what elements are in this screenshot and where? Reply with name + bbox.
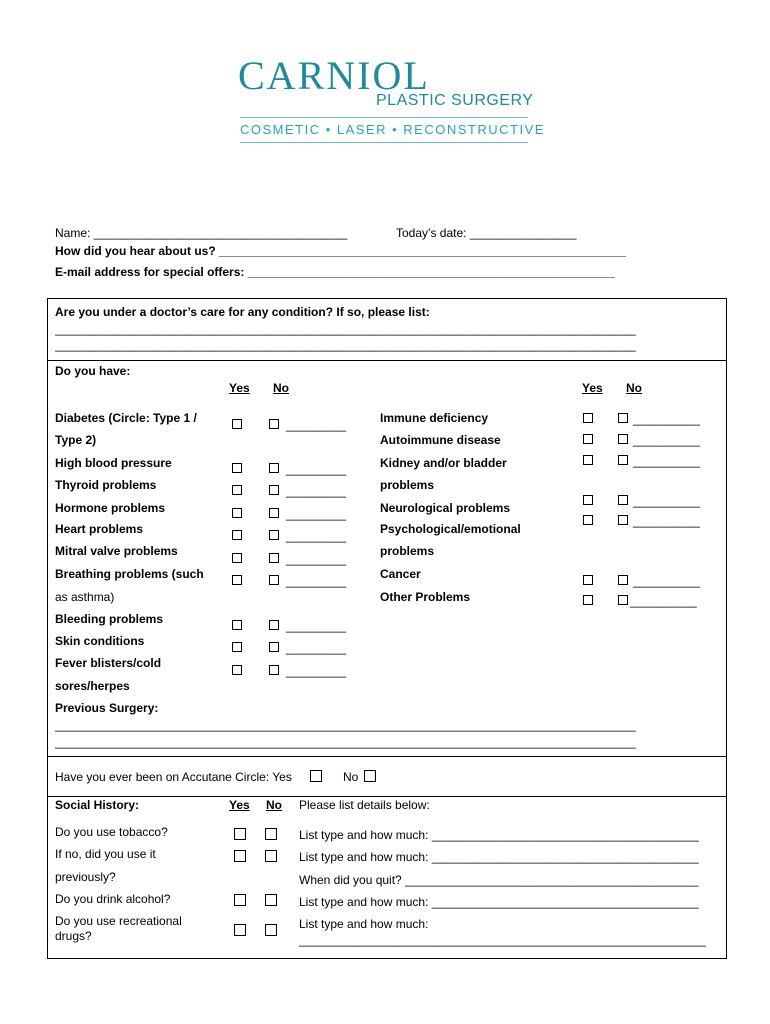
condition-label: Psychological/emotional (380, 522, 521, 536)
high-blood-pressure-no-checkbox[interactable] (269, 463, 279, 473)
condition-label: Thyroid problems (55, 478, 157, 492)
diabetes-details[interactable]: _________ (286, 418, 347, 432)
neurological-no-checkbox[interactable] (618, 495, 628, 505)
cancer-yes-checkbox[interactable] (583, 575, 593, 585)
tobacco-previous-details[interactable]: List type and how much: ________________________________________ (299, 850, 699, 864)
tobacco-previous-question: previously? (55, 870, 116, 884)
social-details-label: Please list details below: (299, 798, 430, 812)
neurological-yes-checkbox[interactable] (583, 495, 593, 505)
neurological-details[interactable]: __________ (633, 494, 700, 508)
condition-label: Mitral valve problems (55, 544, 178, 558)
condition-label: Autoimmune disease (380, 433, 501, 447)
thyroid-details[interactable]: _________ (286, 484, 347, 498)
tobacco-question: Do you use tobacco? (55, 825, 168, 839)
condition-label: Cancer (380, 567, 421, 581)
hormone-yes-checkbox[interactable] (232, 508, 242, 518)
other-problems-details[interactable]: __________ (630, 594, 697, 608)
drugs-details[interactable]: _____________________________________________________________ (299, 933, 707, 947)
heart-no-checkbox[interactable] (269, 530, 279, 540)
fever-blisters-no-checkbox[interactable] (269, 665, 279, 675)
mitral-valve-details[interactable]: _________ (286, 552, 347, 566)
tobacco-no-checkbox[interactable] (265, 828, 277, 840)
psychological-yes-checkbox[interactable] (583, 515, 593, 525)
logo-tagline: COSMETIC • LASER • RECONSTRUCTIVE (240, 122, 545, 137)
condition-label: sores/herpes (55, 679, 130, 693)
no-header: No (273, 381, 289, 395)
kidney-yes-checkbox[interactable] (583, 455, 593, 465)
kidney-no-checkbox[interactable] (618, 455, 628, 465)
other-problems-yes-checkbox[interactable] (583, 595, 593, 605)
cancer-no-checkbox[interactable] (618, 575, 628, 585)
name-field[interactable]: Name: ______________________________________ (55, 226, 348, 240)
autoimmune-yes-checkbox[interactable] (583, 434, 593, 444)
divider (47, 360, 726, 361)
thyroid-no-checkbox[interactable] (269, 485, 279, 495)
condition-label: Breathing problems (such (55, 567, 204, 581)
doctor-care-line[interactable]: _______________________________________________________________________________________ (55, 322, 636, 336)
condition-label: Hormone problems (55, 501, 166, 515)
immune-no-checkbox[interactable] (618, 413, 628, 423)
tobacco-details[interactable]: List type and how much: ________________________________________ (299, 828, 699, 842)
fever-blisters-details[interactable]: _________ (286, 664, 347, 678)
email-field[interactable]: E-mail address for special offers: _______________________________________________________ (55, 265, 615, 279)
social-yes-header: Yes (229, 798, 250, 812)
previous-surgery-line[interactable]: _______________________________________________________________________________________ (55, 735, 636, 749)
condition-label: Neurological problems (380, 501, 511, 515)
doctor-care-line[interactable]: _______________________________________________________________________________________ (55, 338, 636, 352)
condition-label: problems (380, 478, 435, 492)
logo-subtitle: PLASTIC SURGERY (376, 92, 534, 109)
condition-label (55, 411, 197, 425)
immune-yes-checkbox[interactable] (583, 413, 593, 423)
divider (47, 756, 726, 757)
bleeding-no-checkbox[interactable] (269, 620, 279, 630)
alcohol-yes-checkbox[interactable] (234, 894, 246, 906)
heart-details[interactable]: _________ (286, 529, 347, 543)
fever-blisters-yes-checkbox[interactable] (232, 665, 242, 675)
tobacco-previous-yes-checkbox[interactable] (234, 850, 246, 862)
no-header: No (626, 381, 642, 395)
high-blood-pressure-yes-checkbox[interactable] (232, 463, 242, 473)
bleeding-yes-checkbox[interactable] (232, 620, 242, 630)
condition-label: Type 2) (55, 433, 97, 447)
psychological-no-checkbox[interactable] (618, 515, 628, 525)
diabetes-no-checkbox[interactable] (269, 419, 279, 429)
quit-date-field[interactable]: When did you quit? ____________________________________________ (299, 873, 699, 887)
breathing-details[interactable]: _________ (286, 574, 347, 588)
skin-yes-checkbox[interactable] (232, 642, 242, 652)
drugs-no-checkbox[interactable] (265, 924, 277, 936)
tobacco-yes-checkbox[interactable] (234, 828, 246, 840)
diabetes-yes-checkbox[interactable] (232, 419, 242, 429)
accutane-yes-checkbox[interactable] (310, 770, 322, 782)
condition-label: Bleeding problems (55, 612, 164, 626)
yes-header: Yes (582, 381, 603, 395)
social-no-header: No (266, 798, 282, 812)
mitral-valve-no-checkbox[interactable] (269, 553, 279, 563)
drugs-question: drugs? (55, 929, 92, 943)
other-problems-no-checkbox[interactable] (618, 595, 628, 605)
skin-details[interactable]: _________ (286, 641, 347, 655)
doctor-care-question: Are you under a doctor’s care for any condition? If so, please list: (55, 305, 430, 319)
accutane-question: Have you ever been on Accutane Circle: Yes (55, 770, 292, 784)
alcohol-question: Do you drink alcohol? (55, 892, 171, 906)
condition-label: Diabetes (Circle: Type 1 / (55, 411, 197, 425)
condition-label: problems (380, 544, 435, 558)
social-history-heading: Social History: (55, 798, 140, 812)
drugs-yes-checkbox[interactable] (234, 924, 246, 936)
logo-divider-top (240, 117, 528, 118)
hormone-no-checkbox[interactable] (269, 508, 279, 518)
mitral-valve-yes-checkbox[interactable] (232, 553, 242, 563)
autoimmune-details[interactable]: __________ (633, 433, 700, 447)
psychological-details[interactable]: __________ (633, 514, 700, 528)
condition-label: Fever blisters/cold (55, 656, 162, 670)
alcohol-no-checkbox[interactable] (265, 894, 277, 906)
previous-surgery-line[interactable]: _______________________________________________________________________________________ (55, 718, 636, 732)
hormone-details[interactable]: _________ (286, 507, 347, 521)
kidney-details[interactable]: __________ (633, 454, 700, 468)
conditions-heading: Do you have: (55, 364, 131, 378)
immune-details[interactable]: __________ (633, 412, 700, 426)
high-blood-pressure-details[interactable]: _________ (286, 462, 347, 476)
tobacco-previous-question: If no, did you use it (55, 847, 156, 861)
condition-label: Skin conditions (55, 634, 145, 648)
logo-brand: CARNIOL (238, 53, 430, 98)
referral-field[interactable]: How did you hear about us? _____________________________________________________________ (55, 244, 627, 258)
condition-label: Other Problems (380, 590, 471, 604)
logo-divider-bottom (240, 142, 528, 143)
yes-header: Yes (229, 381, 250, 395)
condition-label: Kidney and/or bladder (380, 456, 507, 470)
heart-yes-checkbox[interactable] (232, 530, 242, 540)
thyroid-yes-checkbox[interactable] (232, 485, 242, 495)
accutane-no-label: No (343, 770, 359, 784)
cancer-details[interactable]: __________ (633, 574, 700, 588)
breathing-yes-checkbox[interactable] (232, 575, 242, 585)
condition-label: Heart problems (55, 522, 144, 536)
alcohol-details[interactable]: List type and how much: ________________________________________ (299, 895, 699, 909)
condition-label: High blood pressure (55, 456, 172, 470)
breathing-no-checkbox[interactable] (269, 575, 279, 585)
tobacco-previous-no-checkbox[interactable] (265, 850, 277, 862)
skin-no-checkbox[interactable] (269, 642, 279, 652)
condition-label: as asthma) (55, 590, 115, 604)
condition-label: Immune deficiency (380, 411, 489, 425)
previous-surgery-label: Previous Surgery: (55, 701, 159, 715)
date-field[interactable]: Today’s date: ________________ (396, 226, 577, 240)
drugs-details-label: List type and how much: (299, 917, 429, 931)
accutane-no-checkbox[interactable] (364, 770, 376, 782)
bleeding-details[interactable]: _________ (286, 619, 347, 633)
drugs-question: Do you use recreational (55, 914, 182, 928)
autoimmune-no-checkbox[interactable] (618, 434, 628, 444)
divider (47, 796, 726, 797)
